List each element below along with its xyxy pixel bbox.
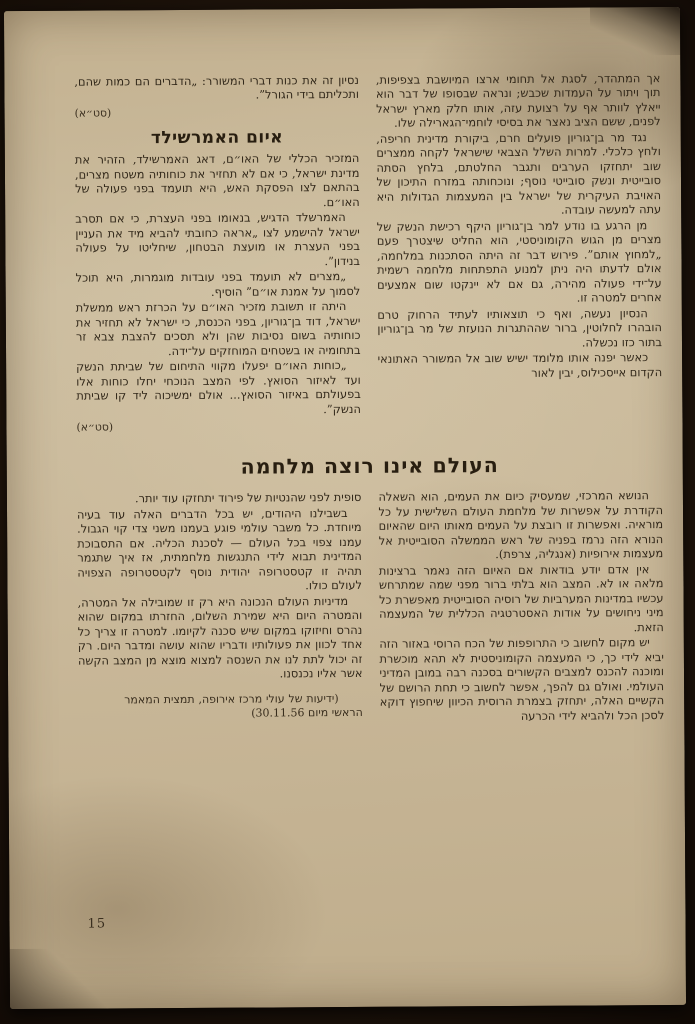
bottom-article-left-column <box>77 490 363 726</box>
top-article-right-column <box>376 71 663 438</box>
news-agency-attribution: (סט״א) <box>74 106 112 120</box>
paragraph: היתה זו תשובת מזכיר האו״ם על הכרזת ראש ממשלת ישראל, דוד בן־גוריון, בפני הכנסת, כי ישראל לא תחזיר את כוחותיה בשום נסיבות שהן ולא תסכים להצבת צבא זר בתחומיה או בשטחים המוחזקים על־ידה. <box>75 299 361 358</box>
section-bottom-article <box>77 488 664 726</box>
paragraph: האמרשלד הדגיש, בנאומו בפני העצרת, כי אם תסרב ישראל להישמע לצו „אראה כחובתי להביא מיד את העניין בפני העצרת או מועצת הבטחון, שיחליטו על פעולה בנידון”. <box>75 210 361 268</box>
paragraph: אין אדם יודע בודאות אם האיום הזה נאמר ברצינות מלאה או לא. המצב הוא בלתי ברור מפני שמה שמתרחש עכשיו במדינות המערביות של רוסיה הסובייטית מאפשרת כל מיני ניחושים על אודות האסטרטגיה הכללית של המעצמה הזאת. <box>378 561 664 634</box>
paragraph: המזכיר הכללי של האו״ם, דאג האמרשילד, הזהיר את מדינת ישראל, כי אם לא תחזיר את כוחותיה משטח מצרים, בהתאם לצו הפסקת האש, היא תועמד בפני פעולה של האו״ם. <box>74 151 360 209</box>
page-corner-shadow-top-right <box>590 7 680 56</box>
news-agency-attribution: (סט״א) <box>76 420 114 434</box>
paragraph-continuation: סופית לפני שהנטיות של פירוד יתחזקו עוד יותר. <box>134 490 362 506</box>
article-subheading-hammarskjold-threat: איום האמרשילד <box>150 127 284 148</box>
paragraph: יש מקום לחשוב כי התרופפות של הכח הרוסי באזור הזה יביא לידי כך, כי המעצמה הקומוניסטית לא תהא מוכשרת ומוכנה להכנס למצבים הקשורים בסכנה רבה במובן המדיני העולמי. ואולם גם להפך, אפשר לחשוב כי תחת הרושם של הקשיים האלה, יתחזק בצמרת הרוסית הכיוון שיחפוץ דוקא לסכן הכל ולהביא לידי הכרעה <box>379 635 665 723</box>
scanned-page <box>4 7 686 1009</box>
paragraph: מדיניות העולם הנכונה היא רק זו שמובילה אל המטרה, והמטרה היום היא שמירת השלום, החזרתו במקום שהוא נהרס וחיזוקו במקום שיש סכנה לקיומו. למטרה זו צריך כל אחד לכוון את פעולותיו ודבריו שהוא עושה ומדבר היום. רק זה יכול לתת לנו את השנסה למצוא מוצא מן המצב הקשה אשר אליו נכנסנו. <box>77 593 363 681</box>
top-article-left-column <box>74 73 361 440</box>
paragraph: מן הרגע בו נודע למר בן־גוריון היקף רכישת הנשק של מצרים מן הגוש הקומוניסטי, הוא החליט שיצטרך פעם „למחוץ אותם”. פירוש דבר זה היתה הסתכנות במלחמה, אולם לדעתו היה ניתן למנוע התפתחות מלחמה רשמית על־ידי פעולה מהירה, גם אם לא יינקטו שום אמצעים אחרים למטרה זו. <box>376 217 662 305</box>
paragraph: בשבילנו היהודים, יש בכל הדברים האלה עוד בעיה מיוחדת. כל משבר עולמי פוגע בעמנו משני צדי קוי הגבול. עמנו צפוי בכל העולם — לסכנת הכליה. אם התסבוכת המדינית תבוא לידי התנגשות מלחמתית, אז איך שתגמר תהיה זו קטסטרופה יהודית נוסף לקטסטרופה הצפויה לעולם כולו. <box>76 505 363 593</box>
paragraph: הנסיון נעשה, ואף כי תוצאותיו לעתיד הרחוק טרם הובהרו לחלוטין, ברור שההתגרות הנועזת של מר בן־גוריון בתור כזו נכשלה. <box>377 305 663 350</box>
paragraph: הנושא המרכזי, שמעסיק כיום את העמים, הוא השאלה הקודרת על אפשרות של מלחמת העולם השלישית על כל מוראיה. ואפשרות זו רובצת על העמים מאותו היום שהאיום הנורא הזה נרמז בפניה של ראש הממשלה הסובייטית אל מעצמות אירופיות (אנגליה, צרפת). <box>378 488 664 562</box>
source-citation: (ידיעות של עולי מרכז אירופה, תמצית המאמר הראשי מיום 30.11.56) <box>124 691 363 720</box>
paragraph: נגד מר בן־גוריון פועלים חרם, ביקורת מדינית חריפה, ולחץ כלכלי. למרות השלל הצבאי שישראל לקחה ממצרים שוב יתחזקו הערבים ותגבר החלטתם, בלחץ הסתה סובייטית ונשק סובייטי נוסף; ונוכחותה במזרח התיכון של האויבת העיקרית של ישראל בין המעצמות הגדולות היא עתה למעשה עובדה. <box>376 130 662 218</box>
bottom-article-right-column <box>378 488 664 724</box>
page-number: 15 <box>87 916 107 932</box>
section-top-article <box>74 71 662 439</box>
paragraph: אך המתהדר, לסגת אל תחומי ארצו המיושבת בצפיפות, תוך ויתור על העמדות שכבש; ונראה שבסופו של דבר הוא ייאלץ לוותר אף על רצועת עזה, אותו חלק מארץ ישראל לפנים, ששם הציב נאצר את בסיסי לוחמי־הגארילה שלו. <box>375 71 661 131</box>
page-content <box>74 71 664 727</box>
paragraph: „מצרים לא תועמד בפני עובדות מוגמרות, היא תוכל לסמוך על אמנת או״ם” הוסיף. <box>75 269 361 299</box>
paragraph: כאשר יפנה אותו מלומד ישיש שוב אל המשורר האתונאי הקדום אייסכילוס, יבין לאור <box>377 350 663 380</box>
page-corner-shadow-bottom-left <box>10 948 130 1009</box>
article-heading-world-does-not-want-war: העולם אינו רוצה מלחמה <box>240 452 499 479</box>
paragraph: „כוחות האו״ם יפעלו מקווי התיחום של שביתת הנשק ועד לאיזור הסואץ. לפי המצב הנוכחי יחלו כוחות אלו בפעולתם באיזור הסואץ... אולם ימשיכוה ליד קו שביתת הנשק”. <box>76 358 361 416</box>
paragraph-continuation: נסיון זה את כנות דברי המשורר: „הדברים הם כמות שהם, ותכליתם בידי הגורל”. <box>74 72 360 103</box>
